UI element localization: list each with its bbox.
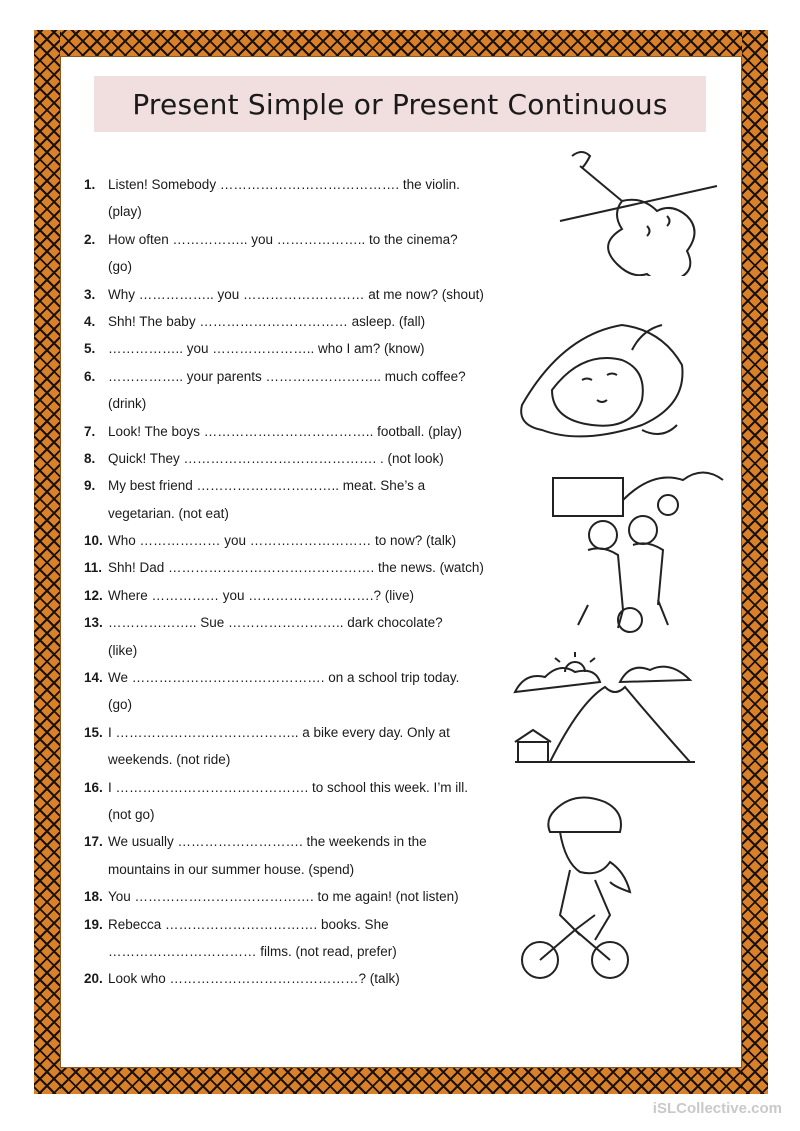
exercise-text: (play): [108, 204, 142, 220]
exercise-text: (go): [108, 697, 133, 713]
exercise-text: (drink): [108, 396, 147, 412]
exercise-item-continuation: [84, 500, 494, 527]
exercise-item: [84, 226, 494, 253]
cyclist-icon: [515, 790, 665, 985]
exercise-number: 6.: [84, 368, 96, 384]
exercise-number: 11.: [84, 560, 103, 576]
decorative-border-left: [34, 30, 60, 1094]
exercise-text: Where …………… you ……………………….? (live): [108, 587, 415, 603]
decorative-border-right: [742, 30, 768, 1094]
exercise-number: 10.: [84, 533, 103, 549]
exercise-item: [84, 609, 494, 636]
exercise-text: Shh! The baby …………………………… asleep. (fall): [108, 313, 426, 329]
exercise-item: [84, 719, 494, 746]
exercise-text: Shh! Dad ………………………………………. the news. (watch): [108, 560, 484, 576]
exercise-item-continuation: [84, 746, 494, 773]
exercise-item: [84, 554, 494, 581]
exercise-text: We usually ………………………. the weekends in the: [108, 834, 427, 850]
decorative-border-bottom: [34, 1068, 768, 1094]
watermark: iSLCollective.com: [652, 1100, 782, 1117]
exercise-number: 19.: [84, 916, 103, 932]
exercise-text: weekends. (not ride): [108, 752, 231, 768]
exercise-item: [84, 363, 494, 390]
exercise-text: You …………………………………. to me again! (not listen): [108, 889, 459, 905]
exercise-item: [84, 582, 494, 609]
exercise-number: 18.: [84, 889, 103, 905]
exercise-item: [84, 418, 494, 445]
exercise-number: 9.: [84, 478, 96, 494]
exercise-item-continuation: [84, 801, 494, 828]
page-title: Present Simple or Present Continuous: [132, 87, 668, 121]
exercise-number: 20.: [84, 971, 103, 987]
exercise-text: How often …………….. you ……………….. to the cinema?: [108, 231, 458, 247]
exercise-text: mountains in our summer house. (spend): [108, 861, 355, 877]
exercise-item: [84, 472, 494, 499]
exercise-number: 14.: [84, 670, 103, 686]
exercise-item: [84, 911, 494, 938]
exercise-text: (not go): [108, 806, 155, 822]
exercise-item-continuation: [84, 691, 494, 718]
exercise-text: …………….. your parents …………………….. much coffee?: [108, 368, 466, 384]
exercise-number: 8.: [84, 450, 96, 466]
exercise-item: [84, 965, 494, 992]
exercise-item: [84, 281, 494, 308]
exercise-number: 16.: [84, 779, 103, 795]
exercise-text: Look! The boys ……………………………….. football. (play): [108, 423, 462, 439]
exercise-text: My best friend ………………………….. meat. She’s a: [108, 478, 426, 494]
exercise-number: 13.: [84, 615, 103, 631]
exercise-number: 3.: [84, 286, 96, 302]
exercise-text: …………………………… films. (not read, prefer): [108, 943, 397, 959]
exercise-number: 2.: [84, 231, 96, 247]
exercise-text: (go): [108, 259, 133, 275]
exercise-text: Who ……………… you ……………………… to now? (talk): [108, 533, 457, 549]
exercise-text: I ………………………………….. a bike every day. Only at: [108, 724, 450, 740]
exercise-item: [84, 828, 494, 855]
exercise-number: 17.: [84, 834, 103, 850]
exercise-number: 12.: [84, 587, 103, 603]
exercise-item: [84, 445, 494, 472]
exercise-item: [84, 527, 494, 554]
exercise-number: 1.: [84, 177, 96, 192]
exercise-item: [84, 883, 494, 910]
exercise-number: 7.: [84, 423, 96, 439]
exercise-text: ……………….. Sue …………………….. dark chocolate?: [108, 615, 443, 631]
exercise-text: Why …………….. you ……………………… at me now? (shout): [108, 286, 484, 302]
exercise-item-continuation: [84, 253, 494, 280]
exercise-item: [84, 171, 494, 198]
exercise-item-continuation: [84, 938, 494, 965]
exercise-list: [84, 171, 494, 993]
exercise-text: I ……………………………………. to school this week. I’m ill.: [108, 779, 469, 795]
exercise-text: …………….. you ………………….. who I am? (know): [108, 341, 425, 357]
exercise-number: 15.: [84, 724, 103, 740]
exercise-item-continuation: [84, 856, 494, 883]
exercise-number: 5.: [84, 341, 96, 357]
mountain-house-icon: [510, 652, 700, 772]
exercise-item-continuation: [84, 198, 494, 225]
football-boys-icon: [548, 460, 738, 635]
exercise-item: [84, 664, 494, 691]
sleeping-baby-icon: [512, 310, 692, 460]
exercise-number: 4.: [84, 313, 96, 329]
exercise-item-continuation: [84, 637, 494, 664]
title-box: [94, 76, 706, 132]
exercise-text: vegetarian. (not eat): [108, 505, 229, 521]
violin-icon: [552, 146, 722, 276]
exercise-item: [84, 774, 494, 801]
exercise-item: [84, 308, 494, 335]
exercise-text: We ……………………………………. on a school trip today.: [108, 670, 460, 686]
exercise-text: (like): [108, 642, 138, 658]
exercise-item: [84, 335, 494, 362]
exercise-text: Quick! They ……………………………………. . (not look): [108, 450, 444, 466]
decorative-border-top: [34, 30, 768, 56]
exercise-item-continuation: [84, 390, 494, 417]
exercise-text: Rebecca ……………………………. books. She: [108, 916, 389, 932]
exercise-text: Look who ……………………………………? (talk): [108, 971, 400, 987]
exercise-text: Listen! Somebody …………………………………. the violin.: [108, 177, 460, 192]
